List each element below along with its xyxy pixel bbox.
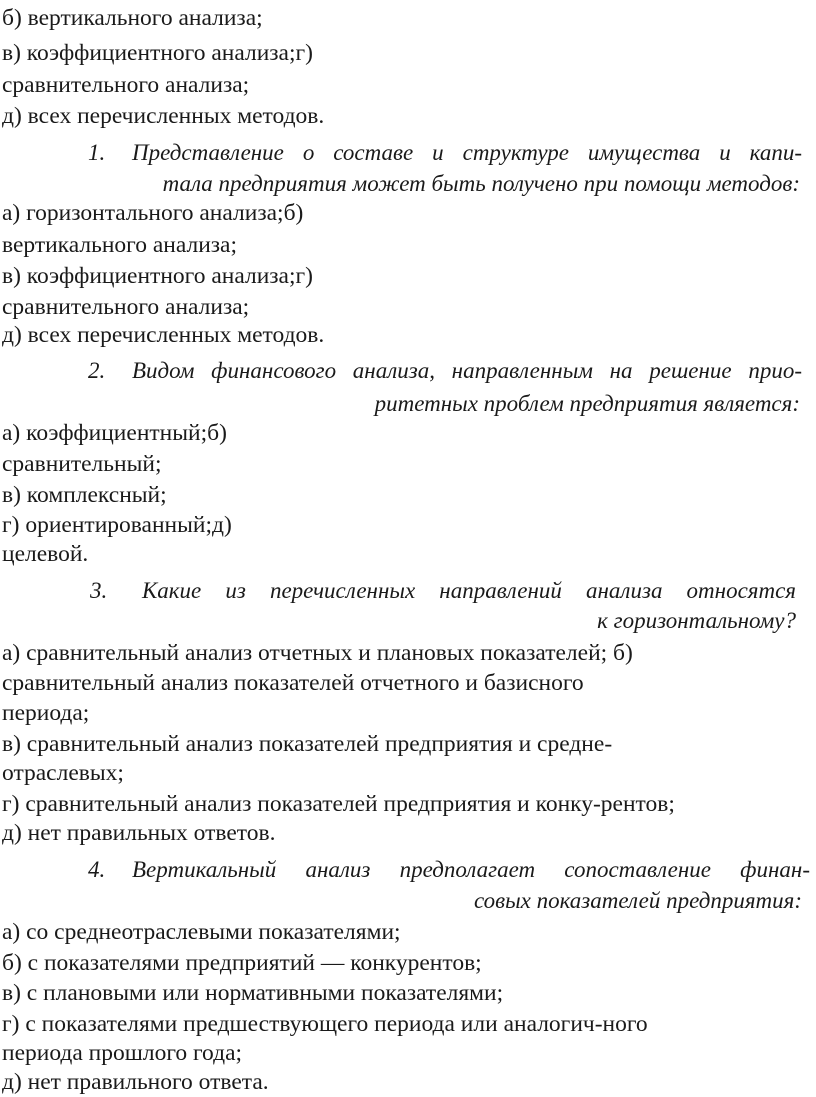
- question-4-text-line1: Вертикальный анализ предполагает сопоставление финан-: [132, 857, 810, 882]
- question-2-text-line2: ритетных проблем предприятия является:: [374, 391, 800, 416]
- question-3-option-b: сравнительный анализ показателей отчетного и базисного: [2, 670, 584, 696]
- question-2-option-v: в) комплексный;: [2, 482, 167, 508]
- intro-option-b: б) вертикального анализа;: [2, 5, 263, 31]
- question-3-option-a: а) сравнительный анализ отчетных и плановых показателей; б): [2, 640, 633, 666]
- question-2-option-a-cont: сравнительный;: [2, 451, 162, 477]
- question-3-option-g: г) сравнительный анализ показателей предприятия и конку-рентов;: [2, 791, 675, 817]
- question-1-option-d: д) всех перечисленных методов.: [2, 322, 325, 348]
- question-2-option-a: а) коэффициентный;б): [2, 420, 227, 446]
- question-1-option-v: в) коэффициентного анализа;г): [2, 263, 313, 289]
- question-4-option-g: г) с показателями предшествующего периода или аналогич-ного: [2, 1011, 648, 1037]
- question-3-option-v-cont: отраслевых;: [2, 760, 124, 786]
- question-3-option-d: д) нет правильных ответов.: [2, 820, 276, 846]
- question-4-option-a: а) со среднеотраслевыми показателями;: [2, 919, 401, 945]
- question-3-number: 3.: [90, 578, 108, 603]
- intro-option-v: в) коэффициентного анализа;г): [2, 40, 313, 66]
- question-2-number: 2.: [88, 358, 106, 383]
- question-1-option-v-cont: сравнительного анализа;: [2, 294, 250, 320]
- question-4-number: 4.: [88, 857, 106, 882]
- question-3-text-line1: Какие из перечисленных направлений анализа относятся: [142, 578, 796, 603]
- question-3-option-b-cont: периода;: [2, 700, 90, 726]
- question-3-text-line2: к горизонтальному?: [597, 608, 796, 633]
- question-1-option-a-cont: вертикального анализа;: [2, 232, 238, 258]
- question-4-option-d: д) нет правильного ответа.: [2, 1069, 269, 1095]
- intro-option-d: д) всех перечисленных методов.: [2, 103, 325, 129]
- question-2-text-line1: Видом финансового анализа, направленным на решение прио-: [132, 358, 802, 383]
- intro-option-v-cont: сравнительного анализа;: [2, 72, 250, 98]
- question-4-option-v: в) с плановыми или нормативными показателями;: [2, 980, 504, 1006]
- question-1-option-a: а) горизонтального анализа;б): [2, 200, 304, 226]
- question-3-option-v: в) сравнительный анализ показателей предприятия и средне-: [2, 731, 613, 757]
- question-4-option-b: б) с показателями предприятий — конкурентов;: [2, 950, 482, 976]
- question-4-text-line2: совых показателей предприятия:: [473, 888, 802, 913]
- question-4-option-g-cont: периода прошлого года;: [2, 1040, 243, 1066]
- question-1-text-line1: Представление о составе и структуре имущества и капи-: [132, 140, 802, 165]
- question-2-option-d: целевой.: [2, 541, 89, 567]
- question-1-number: 1.: [88, 140, 106, 165]
- question-1-text-line2: тала предприятия может быть получено при помощи методов:: [162, 171, 800, 196]
- question-2-option-g: г) ориентированный;д): [2, 512, 232, 538]
